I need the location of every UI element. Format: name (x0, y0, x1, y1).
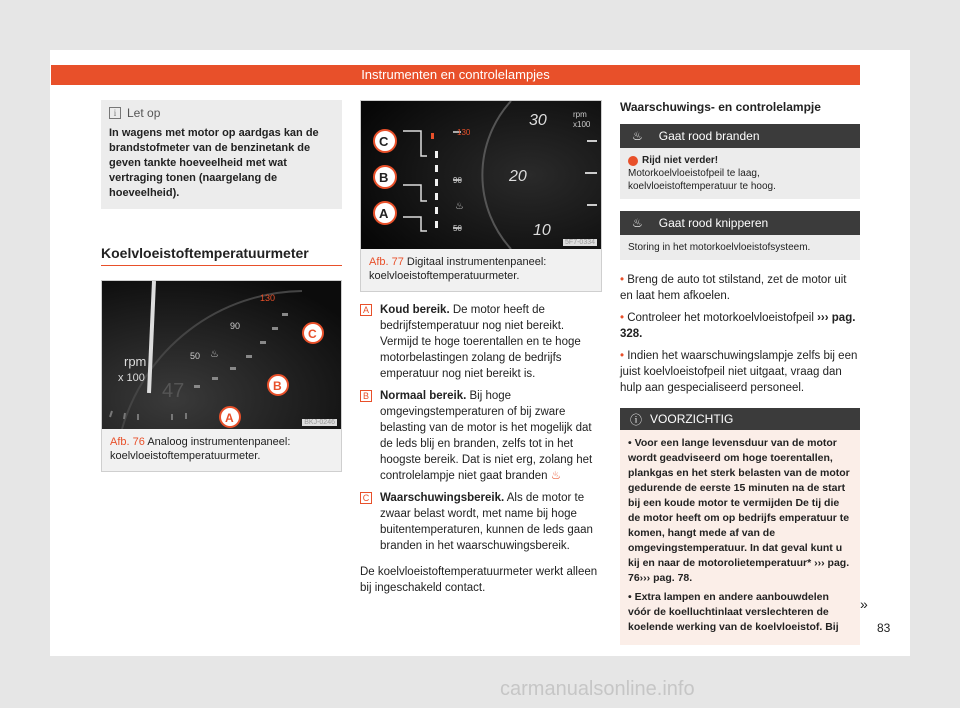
figure-caption (102, 429, 341, 471)
range-title: Koud bereik. (380, 304, 450, 316)
gauge-num-20: 20 (509, 168, 527, 185)
caution-title: VOORZICHTIG (650, 412, 734, 426)
figure-label: Afb. 77 (369, 256, 404, 268)
red-blink-bar (620, 211, 860, 235)
marker-a (374, 202, 396, 224)
figure-label: Afb. 76 (110, 436, 145, 448)
caution-text-1: • Voor een lange levensduur van de motor wordt geadviseerd om hoge toerentallen, plankgas en het sterk belasten van de motor gedurende de eerste 15 minuten na de start bij een koude motor te vermijden De tij die de motor heeft om op bedrijfs emperatuur te komen, hangt mede af van de omgevingstemperatuur. In dat geval kunt u kij en naar de motorolietemperatuur* ››› pag. 76››› pag. 78. (628, 437, 850, 584)
continue-arrow: » (860, 596, 868, 612)
range-text: De motor heeft de bedrijfstemperatuur nog niet bereikt. Vermijd te hoge toerentallen en te hoge motorbelastingen zolang de bedrijfs emperatuur nog niet bereikt is. (380, 304, 581, 380)
figure-code: BKJ-0246 (304, 419, 335, 426)
figure-caption (361, 249, 601, 291)
bullet-text: Controleer het motorkoelvloeistofpeil (627, 312, 814, 324)
gauge-x100-label: x100 (573, 120, 591, 129)
column-left (101, 100, 342, 472)
range-title: Normaal bereik. (380, 390, 467, 402)
gauge-scale-130: 130 (260, 293, 276, 303)
figure-caption-text: Digitaal instrumentenpaneel: koelvloeistoftemperatuurmeter. (369, 256, 547, 282)
gauge-scale-50: 50 (453, 224, 462, 233)
gauge-scale-130: 130 (457, 128, 471, 137)
caution-box (620, 408, 860, 645)
blink-text: Storing in het motorkoelvloeistofsysteem. (628, 242, 811, 253)
range-text: Als de motor te zwaar belast wordt, met name bij hoge buitentemperaturen, kunnen de leds gaan branden in het waarschuwingsbereik. (380, 492, 593, 552)
note-text: In wagens met motor op aardgas kan de brandstofmeter van de benzinetank de geven tankte hoeveelheid met wat vertraging tonen (naargelang de hoeveelheid). (109, 127, 319, 199)
analog-gauge-drawing (102, 281, 341, 429)
stop-title: Rijd niet verder! (642, 155, 719, 166)
coolant-lamp-icon: ♨ (632, 129, 643, 143)
page-header: Instrumenten en controlelampjes (51, 65, 860, 85)
marker-b (268, 375, 288, 395)
gauge-digit: 47 (162, 380, 185, 402)
page-number: 83 (877, 621, 891, 635)
bullet-item: • Breng de auto tot stilstand, zet de motor uit en laat hem afkoelen. (620, 274, 847, 302)
gauge-num-10: 10 (533, 222, 551, 239)
figure-76 (101, 280, 342, 472)
coolant-lamp-icon: ♨ (632, 216, 643, 230)
blink-info-box (620, 235, 860, 260)
note-box (101, 100, 342, 209)
watermark: carmanualsonline.info (500, 678, 695, 700)
gauge-rpm-label: rpm (124, 354, 147, 369)
range-title: Waarschuwingsbereik. (380, 492, 505, 504)
range-item-b (360, 388, 602, 484)
bullet-text: Breng de auto tot stilstand, zet de motor uit en laat hem afkoelen. (620, 274, 847, 302)
bullet-text: Indien het waarschuwingslampje zelfs bij een juist koelvloeistofpeil niet uitgaat, vraag dan hulp aan gespecialiseerd personeel. (620, 350, 858, 394)
svg-text:A: A (225, 411, 234, 425)
stop-icon (628, 156, 638, 166)
bullet-item: • Controleer het motorkoelvloeistofpeil ››› pag. 328. (620, 312, 856, 340)
range-marker: A (360, 304, 372, 316)
stop-info-box (620, 148, 860, 199)
closing-paragraph: De koelvloeistoftemperatuurmeter werkt alleen bij ingeschakeld contact. (360, 566, 598, 594)
range-item-c (360, 490, 602, 554)
gauge-scale-50: 50 (190, 351, 201, 361)
digital-gauge-image (361, 101, 601, 249)
red-on-bar (620, 124, 860, 148)
range-marker: B (360, 390, 372, 402)
section-title: Koelvloeistoftemperatuurmeter (101, 245, 342, 266)
marker-c (303, 323, 323, 343)
range-item-a (360, 302, 602, 382)
range-text: Bij hoge omgevingstemperaturen of bij zware belasting van de motor is het mogelijk dat de leds blij en branden, zelfs tot in het hoogste bereik. Dat is niet erg, zolang het controlelampje niet gaat branden (380, 390, 593, 482)
digital-gauge-drawing (361, 101, 601, 249)
gauge-num-30: 30 (529, 112, 547, 129)
note-title: Let op (127, 106, 161, 120)
page-reference-link[interactable]: ››› pag. 328. (620, 312, 856, 340)
svg-text:A: A (379, 206, 389, 221)
range-marker: C (360, 492, 372, 504)
column-right (620, 100, 860, 645)
marker-b (374, 166, 396, 188)
svg-text:C: C (379, 134, 389, 149)
svg-text:C: C (308, 327, 317, 341)
info-icon: i (109, 107, 121, 119)
figure-code: 5F7-0334 (565, 239, 595, 246)
figure-caption-text: Analoog instrumentenpaneel: koelvloeistoftemperatuurmeter. (110, 436, 291, 462)
bullet-item: • Indien het waarschuwingslampje zelfs bij een juist koelvloeistofpeil niet uitgaat, vraag dan hulp aan gespecialiseerd personeel. (620, 350, 858, 394)
svg-text:B: B (273, 379, 282, 393)
marker-a (220, 407, 240, 427)
analog-gauge-image (102, 281, 341, 429)
gauge-scale-90: 90 (230, 321, 241, 331)
gauge-rpm-label: rpm (573, 110, 587, 119)
caution-icon: ⓘ (630, 412, 643, 427)
coolant-icon: ♨ (210, 349, 219, 360)
coolant-icon: ♨ (455, 201, 464, 212)
red-on-label: Gaat rood branden (658, 129, 760, 143)
column-middle (360, 100, 602, 596)
svg-text:B: B (379, 170, 389, 185)
gauge-x100-label: x 100 (118, 372, 145, 384)
coolant-warning-icon: ♨ (550, 470, 562, 482)
red-blink-label: Gaat rood knipperen (658, 216, 769, 230)
gauge-scale-90: 90 (453, 176, 462, 185)
marker-c (374, 130, 396, 152)
stop-text: Motorkoelvloeistofpeil te laag, koelvloeistoftemperatuur te hoog. (628, 168, 776, 192)
caution-text-2: • Extra lampen en andere aanbouwdelen vóór de koelluchtinlaat verslechteren de koelende werking van de koelvloeistof. Bij (628, 591, 839, 633)
figure-77 (360, 100, 602, 292)
lamp-section-title: Waarschuwings- en controlelampje (620, 100, 821, 114)
